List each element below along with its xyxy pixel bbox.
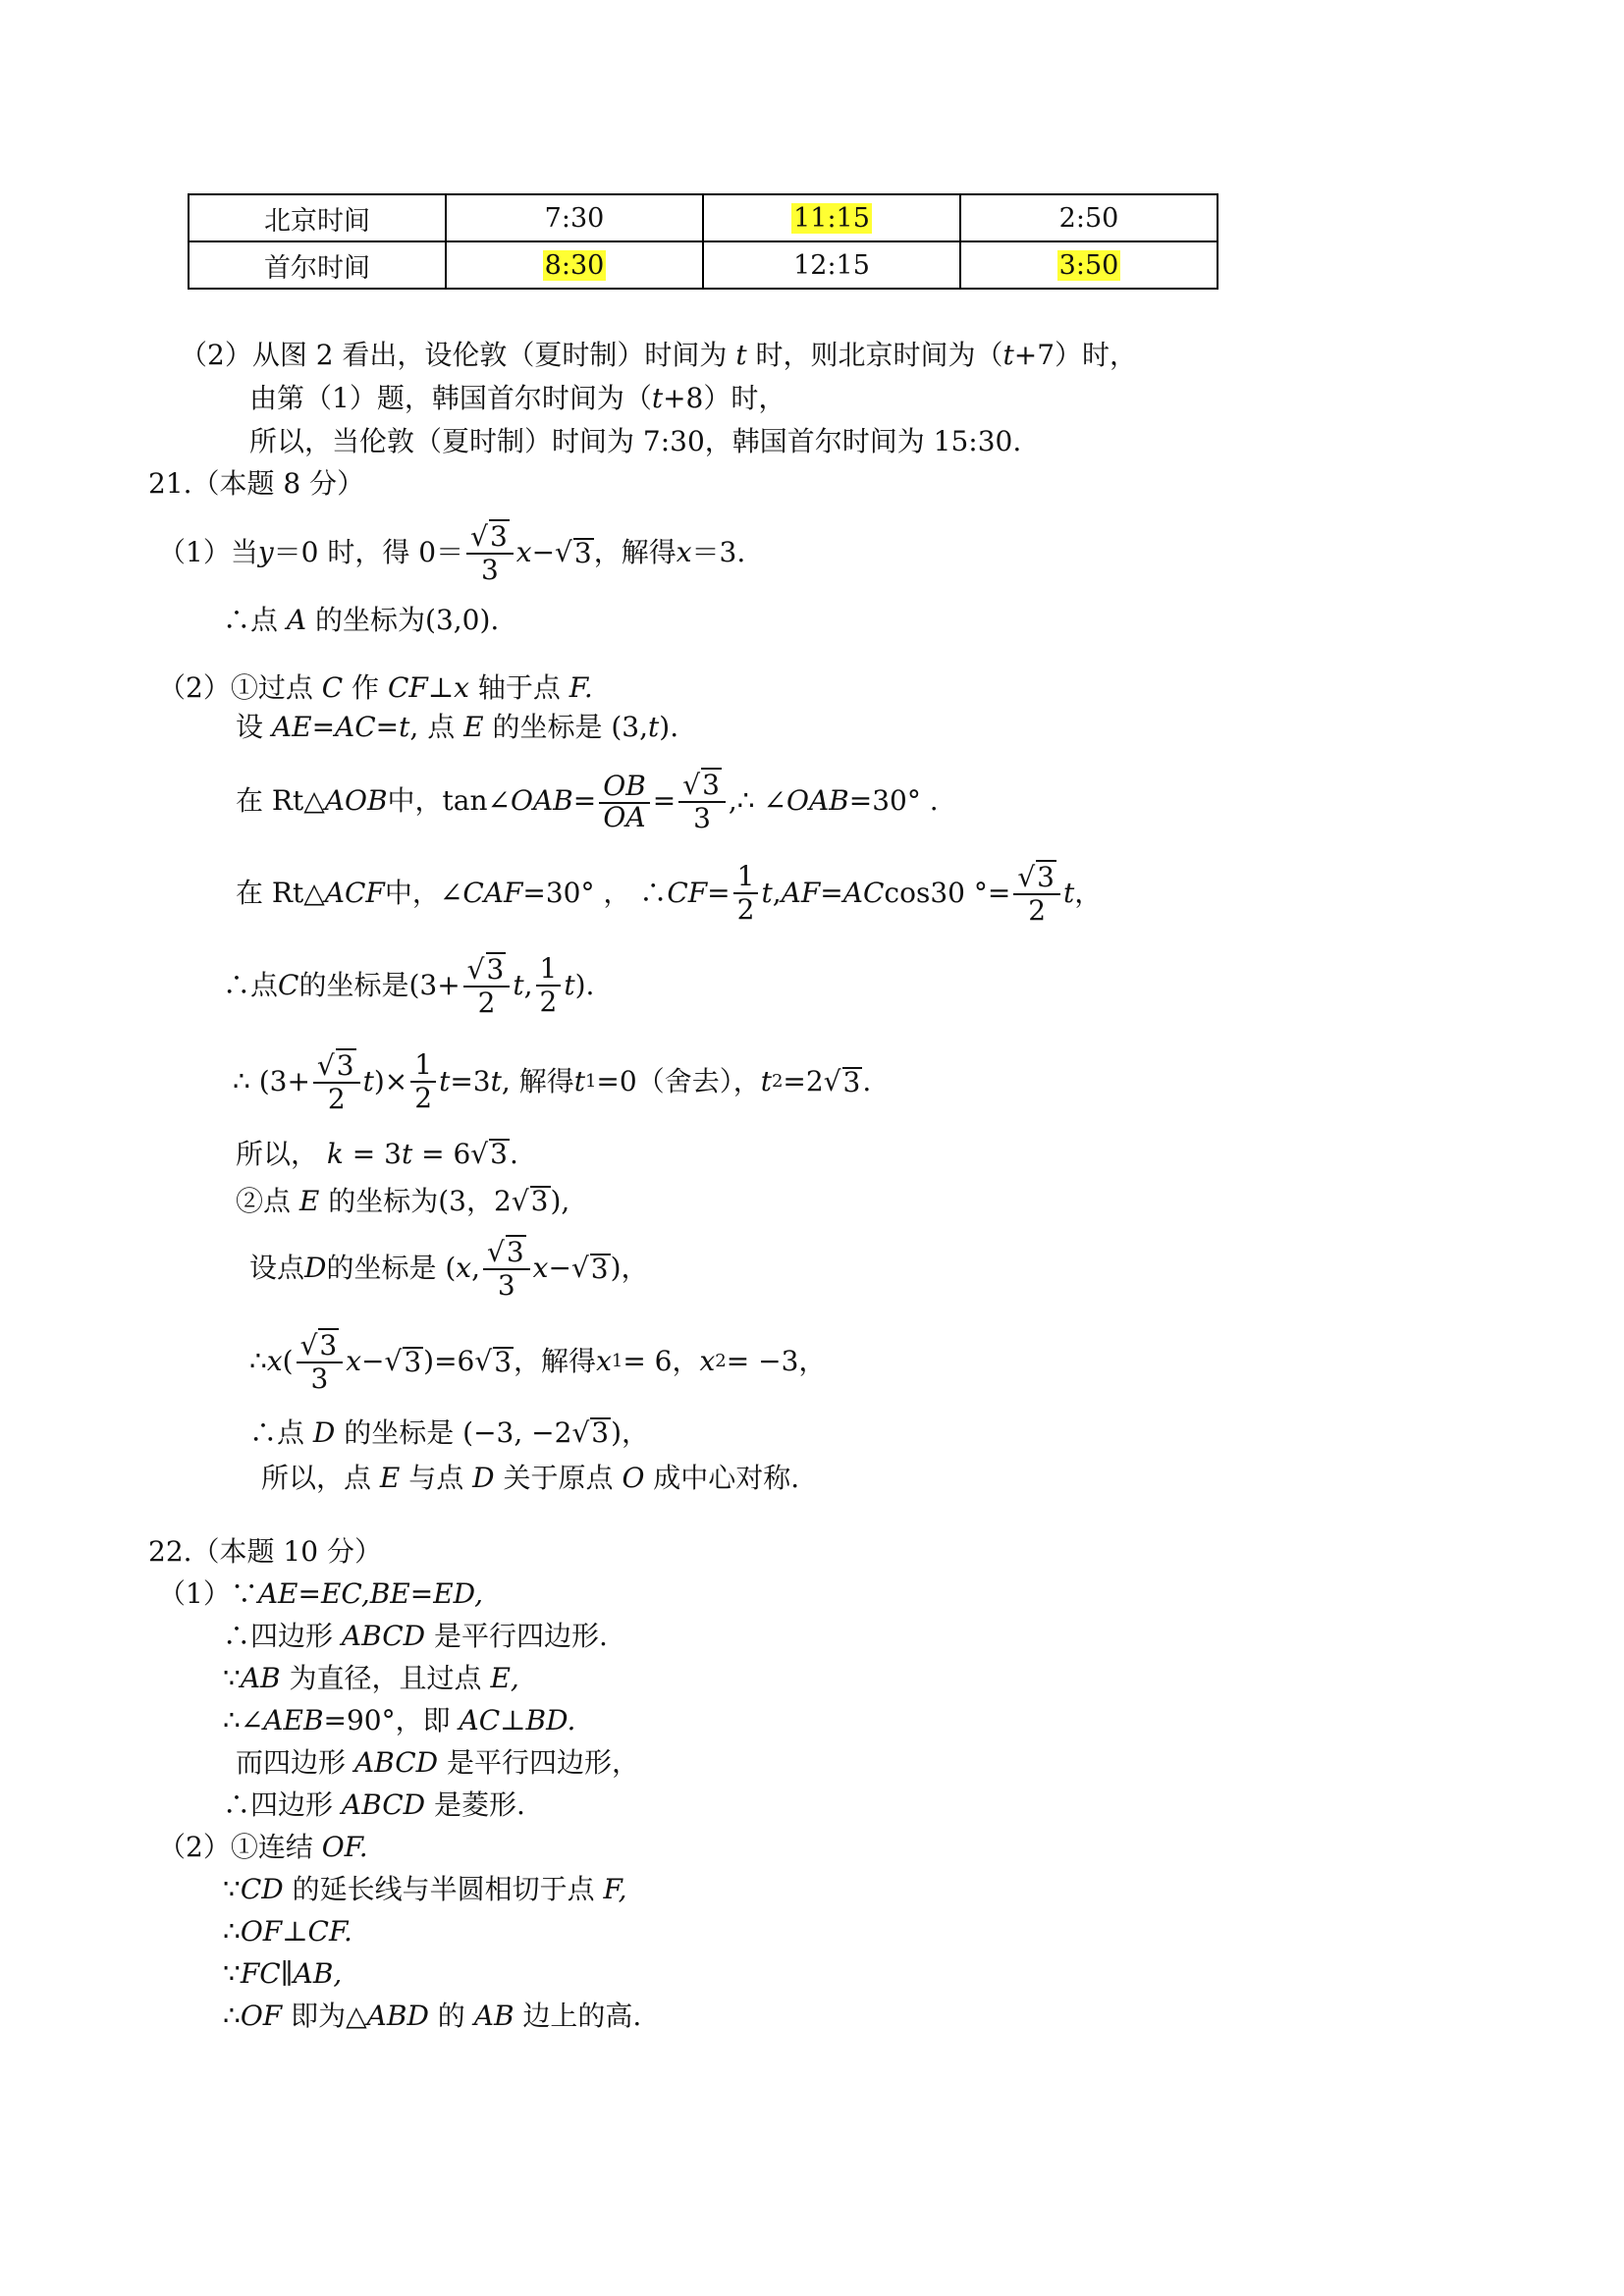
- q21-p2-line-5: ∴点 C 的坐标是(3+ $\frac{√3}{2}$ t , $\frac{1}{2}$ t ).: [223, 951, 595, 1019]
- q21-p2-line-11: ∴点 D 的坐标是 (−3, −2√3)，: [249, 1416, 650, 1449]
- fraction: $\frac{√3}{3}$: [483, 1235, 530, 1302]
- table-cell: [703, 194, 960, 241]
- table-cell: 2:50: [960, 194, 1218, 241]
- q22-line-6: ∴四边形 ABCD 是菱形.: [223, 1789, 525, 1821]
- q21-p1-line: （1）当 y ＝0 时，得 0＝ $\frac{√3}{3}$ x − √ 3 ，解得 x ＝3.: [158, 519, 746, 586]
- fraction: $\frac{OB}{OA}$: [599, 771, 650, 831]
- q20-line-2: 由第（1）题，韩国首尔时间为（t+8）时，: [249, 382, 786, 414]
- q21-p1-result: ∴点 A 的坐标为(3,0).: [223, 604, 500, 636]
- q21-p2-line-7: 所以， k = 3t = 6√3.: [236, 1138, 518, 1170]
- q21-p2-line-9: 设点 D 的坐标是 ( x , $\frac{√3}{3}$ x − √ 3 )，: [249, 1235, 649, 1302]
- fraction: $\frac{√3}{2}$: [313, 1048, 360, 1115]
- q22-line-5: 而四边形 ABCD 是平行四边形，: [236, 1746, 640, 1779]
- table-cell: 12:15: [703, 241, 960, 289]
- highlight: 11:15: [793, 202, 870, 234]
- q21-p2-line-10: ∴ x ( $\frac{√3}{3}$ x − √ 3 )=6 √ 3 ，解得 x 1 = 6， x 2 = −3，: [249, 1328, 827, 1395]
- table-row: [189, 241, 1218, 289]
- q22-line-7: （2）①连结 OF.: [158, 1831, 368, 1863]
- q21-p2-line-1: （2）①过点 C 作 CF⊥x 轴于点 F.: [158, 671, 593, 704]
- fraction: $\frac{√3}{2}$: [463, 952, 511, 1019]
- q22-line-8: ∵CD 的延长线与半圆相切于点 F,: [223, 1873, 627, 1905]
- q21-p2-line-6: ∴ (3+ $\frac{√3}{2}$ t )× $\frac{1}{2}$ t =3 t , 解得 t 1 =0（舍去）， t 2 =2 √ 3 .: [233, 1047, 872, 1115]
- highlight: 3:50: [1058, 249, 1119, 281]
- highlight: 8:30: [544, 249, 605, 281]
- table-row: [189, 194, 1218, 241]
- q21-p2-line-3: 在 Rt△ AOB 中，tan∠ OAB = $\frac{OB}{OA}$ = $\frac{√3}{3}$ ,∴ ∠ OAB =30° .: [236, 768, 939, 834]
- fraction: $\frac{1}{2}$: [733, 861, 759, 926]
- q22-line-1: （1）∵AE=EC,BE=ED,: [158, 1577, 483, 1610]
- q22-line-4: ∴∠AEB=90°，即 AC⊥BD.: [223, 1704, 576, 1736]
- q20-line-3: 所以，当伦敦（夏时制）时间为 7:30，韩国首尔时间为 15:30.: [249, 425, 1022, 457]
- q21-p2-line-8: ②点 E 的坐标为(3，2√3),: [236, 1185, 570, 1217]
- row-label: 北京时间: [189, 194, 446, 241]
- fraction: $\frac{1}{2}$: [410, 1049, 436, 1114]
- q21-heading: 21.（本题 8 分）: [148, 467, 365, 500]
- row-label: 首尔时间: [189, 241, 446, 289]
- q21-p2-line-4: 在 Rt△ ACF 中，∠ CAF =30° ， ∴ CF = $\frac{1}{2}$ t , AF = AC cos30 °= $\frac{√3}{2}$ t ，: [236, 859, 1103, 927]
- fraction: $\frac{√3}{3}$: [678, 768, 726, 834]
- q22-line-2: ∴四边形 ABCD 是平行四边形.: [223, 1620, 608, 1652]
- q22-line-10: ∵FC∥AB,: [223, 1957, 343, 1990]
- fraction: $\frac{√3}{3}$: [466, 519, 514, 586]
- q21-p2-line-12: 所以，点 E 与点 D 关于原点 O 成中心对称.: [261, 1462, 800, 1494]
- table-cell: 7:30: [446, 194, 703, 241]
- q22-line-11: ∴OF 即为△ABD 的 AB 边上的高.: [223, 2000, 642, 2032]
- time-table: [188, 193, 1218, 290]
- fraction: $\frac{1}{2}$: [536, 953, 562, 1018]
- q21-p2-line-2: 设 AE=AC=t, 点 E 的坐标是 (3,t).: [236, 711, 679, 743]
- q22-line-3: ∵AB 为直径，且过点 E,: [223, 1662, 519, 1694]
- q22-line-9: ∴OF⊥CF.: [223, 1915, 352, 1948]
- fraction: $\frac{√3}{2}$: [1013, 860, 1060, 927]
- table-cell: [960, 241, 1218, 289]
- q20-line-1: （2）从图 2 看出，设伦敦（夏时制）时间为 t 时，则北京时间为（t+7）时，: [180, 339, 1138, 371]
- table-cell: [446, 241, 703, 289]
- fraction: $\frac{√3}{3}$: [297, 1328, 344, 1395]
- q22-heading: 22.（本题 10 分）: [148, 1535, 382, 1568]
